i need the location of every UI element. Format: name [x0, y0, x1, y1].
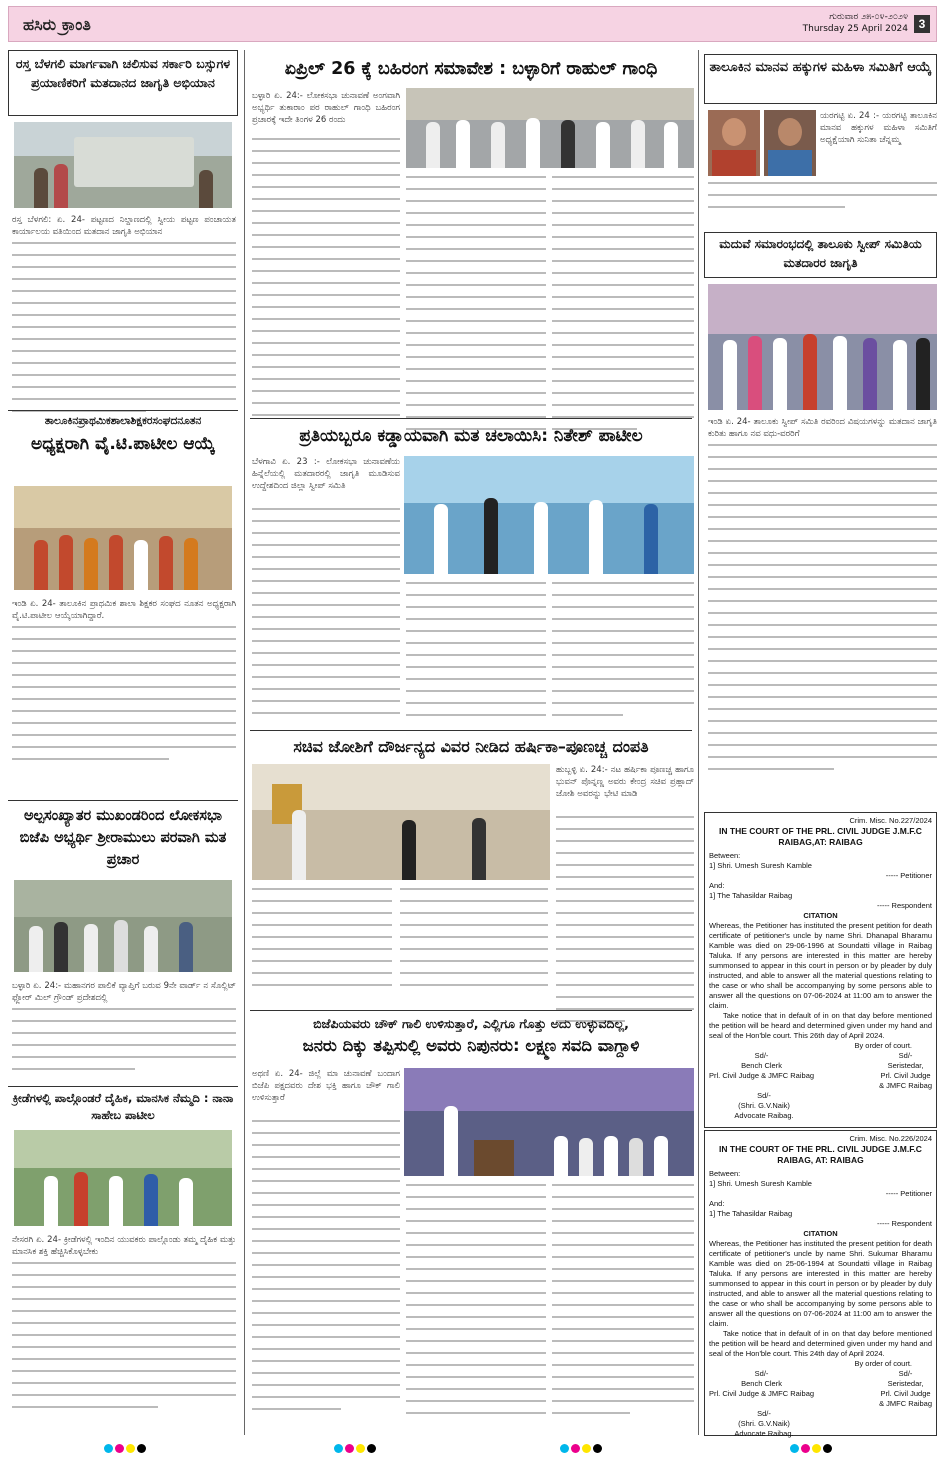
article-body-text [552, 1184, 694, 1424]
article-photo [14, 122, 232, 208]
court-title: IN THE COURT OF THE PRL. CIVIL JUDGE J.M.F.C RAIBAG, AT: RAIBAG [719, 1144, 922, 1165]
article-kicker: ಬಿಜೆಪಿಯವರು ಚೌಕ್ ಗಾಲಿ ಉಳಿಸುತ್ತಾರೆ, ಎಲ್ಲಿಗೂ ಗೊತ್ತು ಅದು ಉಳ್ಳುವದಿಲ್ಲ, [250, 1010, 692, 1033]
article-headline: ಮದುವೆ ಸಮಾರಂಭದಲ್ಲಿ ತಾಲೂಕು ಸ್ವೀಪ್ ಸಮಿತಿಯ ಮತದಾರರ ಜಾಗೃತಿ [719, 237, 922, 270]
article-kicker: ತಾಲೂಕಿನಪ್ರಾಥಮಿಕಶಾಲಾಶಿಕ್ಷಕರಸಂಘದನೂತನ [8, 410, 238, 429]
petitioner-role: ----- Petitioner [885, 1189, 932, 1198]
and-label: And: [709, 881, 725, 890]
article-body-text [252, 888, 392, 996]
notice-text: Take notice that in default of in on that day before mentioned the petition will be heard and determined given under my hand and seal of the Hon'ble court. This 24th day of April 2024. [709, 1329, 932, 1358]
article-body-text [406, 1184, 546, 1424]
black-dot [823, 1444, 832, 1453]
article-lede: ರಸ್ತ ಬೆಳಗಲಿ: ಏ. 24- ಪಟ್ಟಣದ ನಿಲ್ದಾಣದಲ್ಲಿ ಸ್ವೀಯ ಪಟ್ಟಣ ಪಂಚಾಯತ ಕಾರ್ಯಾಲಯ ವತಿಯಿಂದ ಮತದಾನ ಜಾಗೃತಿ ಅಭಿಯಾನ [12, 215, 236, 237]
article-lede: ಇಂಡಿ ಏ. 24- ತಾಲೂಕಿನ ಪ್ರಾಥಮಿಕ ಶಾಲಾ ಶಿಕ್ಷಕರ ಸಂಘದ ನೂತನ ಅಧ್ಯಕ್ಷರಾಗಿ ವೈ.ಟಿ.ಪಾಟೀಲ ಆಯ್ಕೆಯಾಗಿದ್ದಾರೆ. [12, 599, 236, 621]
article-headline: ರಸ್ತ ಬೆಳಗಲಿ ಮಾರ್ಗವಾಗಿ ಚಲಿಸುವ ಸರ್ಕಾರಿ ಬಸ್ಸುಗಳ ಪ್ರಯಾಣಿಕರಿಗೆ ಮತದಾನದ ಜಾಗೃತಿ ಅಭಿಯಾನ [15, 56, 231, 90]
article-photo [708, 284, 937, 410]
by-order: By order of court. [854, 1359, 912, 1368]
cyan-dot [560, 1444, 569, 1453]
respondent-role: ----- Respondent [876, 1219, 932, 1228]
cyan-dot [104, 1444, 113, 1453]
legal-notice [704, 1130, 937, 1436]
headline-box-voting-awareness [8, 50, 238, 116]
article-body-text [406, 176, 546, 440]
seristedar-signature: Sd/- Seristedar, Prl. Civil Judge & JMFC Raibag [879, 1051, 932, 1090]
magenta-dot [115, 1444, 124, 1453]
notice-text: Take notice that in default of in on that day before mentioned the petition will be heard and determined given under my hand and seal of the Hon'ble court. This 26th day of April 2024. [709, 1011, 932, 1040]
headline-box-women-committee [704, 54, 937, 104]
and-label: And: [709, 1199, 725, 1208]
article-photo [14, 1130, 232, 1226]
citation-label: CITATION [803, 911, 838, 920]
between-label: Between: [709, 851, 741, 860]
article-headline: ಸಚಿವ ಜೋಶಿಗೆ ದೌರ್ಜನ್ಯದ ವಿವರ ನೀಡಿದ ಹರ್ಷಿಕಾ–ಪೂಣಚ್ಚ ದಂಪತಿ [250, 730, 692, 759]
article-body-text [252, 1120, 400, 1420]
column-rule [698, 50, 699, 1435]
by-order: By order of court. [854, 1041, 912, 1050]
registration-dots [560, 1444, 602, 1453]
article-body-text [12, 242, 236, 422]
bench-clerk-signature: Sd/- Bench Clerk Prl. Civil Judge & JMFC Raibag [709, 1051, 815, 1080]
petitioner-role: ----- Petitioner [885, 871, 932, 880]
article-photo [252, 764, 550, 880]
article-headline: ತಾಲೂಕಿನ ಮಾನವ ಹಕ್ಕುಗಳ ಮಹಿಳಾ ಸಮಿತಿಗೆ ಆಯ್ಕೆ [709, 60, 932, 75]
respondent-name: 1] The Tahasildar Raibag [709, 1209, 793, 1218]
article-lede: ಅಥಣಿ ಏ. 24- ಜಿಲ್ಲೆ ಮಾ ಚುನಾವಣೆ ಬಂದಾಗ ಬಿಜೆಪಿ ಪಕ್ಷದವರು ದೇಶ ಭಕ್ತಿ ಹಾಗೂ ಚೌಕ್ ಗಾಲಿ ಉಳಿಸುತ್ತಾರೆ [252, 1069, 400, 1103]
black-dot [367, 1444, 376, 1453]
magenta-dot [571, 1444, 580, 1453]
article-body-text [406, 582, 546, 726]
article-lede: ನೇಸರಗಿ ಏ. 24- ಕ್ರೀಡೆಗಳಲ್ಲಿ ಇಂದಿನ ಯುವಕರು ಪಾಲ್ಗೊಂಡು ತಮ್ಮ ದೈಹಿಕ ಮತ್ತು ಮಾನಸಿಕ ಶಕ್ತಿ ಹೆಚ್ಚಿಸಿಕೊಳ್ಳಬೇಕು [12, 1235, 236, 1257]
article-headline: ಪ್ರತಿಯಬ್ಬರೂ ಕಡ್ಡಾಯವಾಗಿ ಮತ ಚಲಾಯಿಸಿ: ನಿತೇಶ್ ಪಾಟೀಲ [250, 418, 692, 449]
portrait-photo [708, 110, 760, 176]
yellow-dot [126, 1444, 135, 1453]
article-lede: ಯರಗಟ್ಟಿ ಏ. 24 :- ಯರಗಟ್ಟಿ ತಾಲೂಕಿನ ಮಾನವ ಹಕ್ಕುಗಳ ಮಹಿಳಾ ಸಮಿತಿಗೆ ಅಧ್ಯಕ್ಷೆಯಾಗಿ ಸುನಿತಾ ಚೆನ್ನಮ್ಮ [820, 111, 937, 145]
article-body-text [400, 888, 548, 996]
article-lede: ಇಂಡಿ ಏ. 24- ತಾಲೂಕು ಸ್ವೀಪ್ ಸಮಿತಿ ರವರಿಂದ ವಿಷಯಗಳನ್ನು ಮತದಾನ ಜಾಗೃತಿ ಕುರಿತು ಹಾಗೂ ನವ ವಧು-ವರರಿಗೆ [708, 417, 937, 439]
article-lede: ಬಳ್ಳಾರಿ ಏ. 24:- ಲೋಕಸಭಾ ಚುನಾವಣೆ ಅಂಗವಾಗಿ ಅಭ್ಯರ್ಥಿ ತುಕಾರಾಂ ಪರ ರಾಹುಲ್ ಗಾಂಧಿ ಬಹಿರಂಗ ಪ್ರಚಾರಕ್ಕೆ ಇದೇ ತಿಂಗಳ 26 ರಂದು [252, 91, 400, 125]
registration-dots [104, 1444, 146, 1453]
cyan-dot [790, 1444, 799, 1453]
petitioner-name: 1] Shri. Umesh Suresh Kamble [709, 861, 812, 870]
advocate-signature: Sd/- (Shri. G.V.Naik) Advocate Raibag. [734, 1409, 794, 1438]
article-photo [14, 880, 232, 972]
article-headline: ಜನರು ದಿಕ್ಕು ತಪ್ಪಿಸುಲ್ಲಿ ಅವರು ನಿಪುನರು: ಲಕ್ಷ್ಮಣ ಸವದಿ ವಾಗ್ದಾಳಿ [302, 1036, 640, 1055]
article-body-text [12, 1262, 236, 1418]
portrait-photo [764, 110, 816, 176]
respondent-role: ----- Respondent [876, 901, 932, 910]
registration-dots [334, 1444, 376, 1453]
article-body-text [552, 176, 694, 440]
yellow-dot [582, 1444, 591, 1453]
column-rule [244, 50, 245, 1435]
article-body-text [252, 138, 400, 426]
citation-body: Whereas, the Petitioner has instituted the present petition for death certificate of petitioner's uncle by name Shri. Sukumar Bharamu Kamble was died on 25-06-1994 at Soundatti village in Raibag Taluka. If any persons are interested in this matter are hereby summonsed to appear in this court in person or by pleader by duly instructed, and able to answer all the material questions relating to the case or who shall be accompanying by some persons able to answer all the questions on 07-06-2024 at 11:00 am to answer the claim. [709, 1239, 932, 1328]
masthead [8, 6, 937, 42]
cyan-dot [334, 1444, 343, 1453]
date-kannada: ಗುರುವಾರ ೨೫-೦೪-೨೦೨೪ [829, 12, 908, 22]
article-body-text [708, 444, 937, 780]
magenta-dot [801, 1444, 810, 1453]
date-block [803, 11, 908, 35]
headline-box-sweep [704, 232, 937, 278]
respondent-name: 1] The Tahasildar Raibag [709, 891, 793, 900]
crim-misc-number: Crim. Misc. No.226/2024 [849, 1134, 932, 1143]
article-photo [404, 1068, 694, 1176]
magenta-dot [345, 1444, 354, 1453]
article-lede: ಬೆಳಗಾವಿ ಏ. 23 :- ಲೋಕಸಭಾ ಚುನಾವಣೆಯ ಹಿನ್ನೆಲೆಯಲ್ಲಿ ಮತದಾರರಲ್ಲಿ ಜಾಗೃತಿ ಮೂಡಿಸುವ ಉದ್ದೇಶದಿಂದ ಜಿಲ್ಲಾ ಸ್ವೀಪ್ ಸಮಿತಿ [252, 457, 400, 491]
article-photo [404, 456, 694, 574]
page-number: 3 [914, 15, 930, 33]
yellow-dot [812, 1444, 821, 1453]
black-dot [593, 1444, 602, 1453]
article-body-text [12, 626, 236, 770]
petitioner-name: 1] Shri. Umesh Suresh Kamble [709, 1179, 812, 1188]
black-dot [137, 1444, 146, 1453]
paper-name: ಹಸಿರು ಕ್ರಾಂತಿ [23, 15, 91, 34]
legal-notice [704, 812, 937, 1128]
citation-label: CITATION [803, 1229, 838, 1238]
article-headline: ಏಪ್ರಿಲ್ 26 ಕ್ಕೆ ಬಹಿರಂಗ ಸಮಾವೇಶ : ಬಳ್ಳಾರಿಗೆ ರಾಹುಲ್ ಗಾಂಧಿ [284, 59, 658, 79]
registration-dots [790, 1444, 832, 1453]
article-photo [14, 486, 232, 590]
crim-misc-number: Crim. Misc. No.227/2024 [849, 816, 932, 825]
article-lede: ಬಳ್ಳಾರಿ ಏ. 24:- ಮಹಾನಗರ ಪಾಲಿಕೆ ವ್ಯಾಪ್ತಿಗೆ ಬರುವ 9ನೇ ವಾರ್ಡ್ ನ ಸೊಲ್ಲಿಟ್ ಫ್ಲೋರ್ ಮಿಲ್ ಗ್ರೌಂಡ್ ಪ್ರದೇಶದಲ್ಲಿ [12, 981, 236, 1003]
court-title: IN THE COURT OF THE PRL. CIVIL JUDGE J.M.F.C RAIBAG,AT: RAIBAG [719, 826, 922, 847]
article-headline: ಕ್ರೀಡೆಗಳಲ್ಲಿ ಪಾಲ್ಗೊಂಡರೆ ದೈಹಿಕ, ಮಾನಸಿಕ ನೆಮ್ಮದಿ : ನಾನಾ ಸಾಹೇಬ ಪಾಟೀಲ [8, 1086, 238, 1124]
article-lede: ಹುಬ್ಬಳ್ಳಿ ಏ. 24:- ನಟ ಹರ್ಷಿಕಾ ಪೂಣಚ್ಚ ಹಾಗೂ ಭುವನ್ ಪೊನ್ನಣ್ಣ ಅವರು ಕೇಂದ್ರ ಸಚಿವ ಪ್ರಹ್ಲಾದ್ ಜೋಶಿ ಅವರನ್ನು ಭೇಟಿ ಮಾಡಿ [556, 765, 694, 799]
yellow-dot [356, 1444, 365, 1453]
article-body-text [556, 816, 694, 1032]
article-photo [406, 88, 694, 168]
date-english: Thursday 25 April 2024 [802, 24, 908, 34]
citation-body: Whereas, the Petitioner has instituted the present petition for death certificate of petitioner's uncle by name Shri. Dhanapal Bharamu Kamble was died on 29-06-1996 at Soundatti village in Raibag Taluka. If any persons are interested in this matter are hereby summonsed to appear in this court in person or by pleader by duly instructed, and able to answer all the material questions relating to the case or who shall be accompanying by some persons able to answer all the questions on 07-06-2024 at 11:00 am to answer the claim. [709, 921, 932, 1010]
between-label: Between: [709, 1169, 741, 1178]
article-headline: ಅಧ್ಯಕ್ಷರಾಗಿ ವೈ.ಟಿ.ಪಾಟೀಲ ಆಯ್ಕೆ [31, 434, 215, 454]
advocate-signature: Sd/- (Shri. G.V.Naik) Advocate Raibag. [734, 1091, 794, 1120]
article-headline: ಅಲ್ಪಸಂಖ್ಯಾತರ ಮುಖಂಡರಿಂದ ಲೋಕಸಭಾ ಬಿಜೆಪಿ ಅಭ್ಯರ್ಥಿ ಶ್ರೀರಾಮುಲು ಪರವಾಗಿ ಮತ ಪ್ರಚಾರ [8, 800, 238, 871]
article-body-text [12, 1008, 236, 1080]
article-body-text [252, 508, 400, 724]
article-body-text [552, 582, 694, 726]
bench-clerk-signature: Sd/- Bench Clerk Prl. Civil Judge & JMFC Raibag [709, 1369, 815, 1398]
seristedar-signature: Sd/- Seristedar, Prl. Civil Judge & JMFC Raibag [879, 1369, 932, 1408]
article-body-text [708, 182, 937, 218]
